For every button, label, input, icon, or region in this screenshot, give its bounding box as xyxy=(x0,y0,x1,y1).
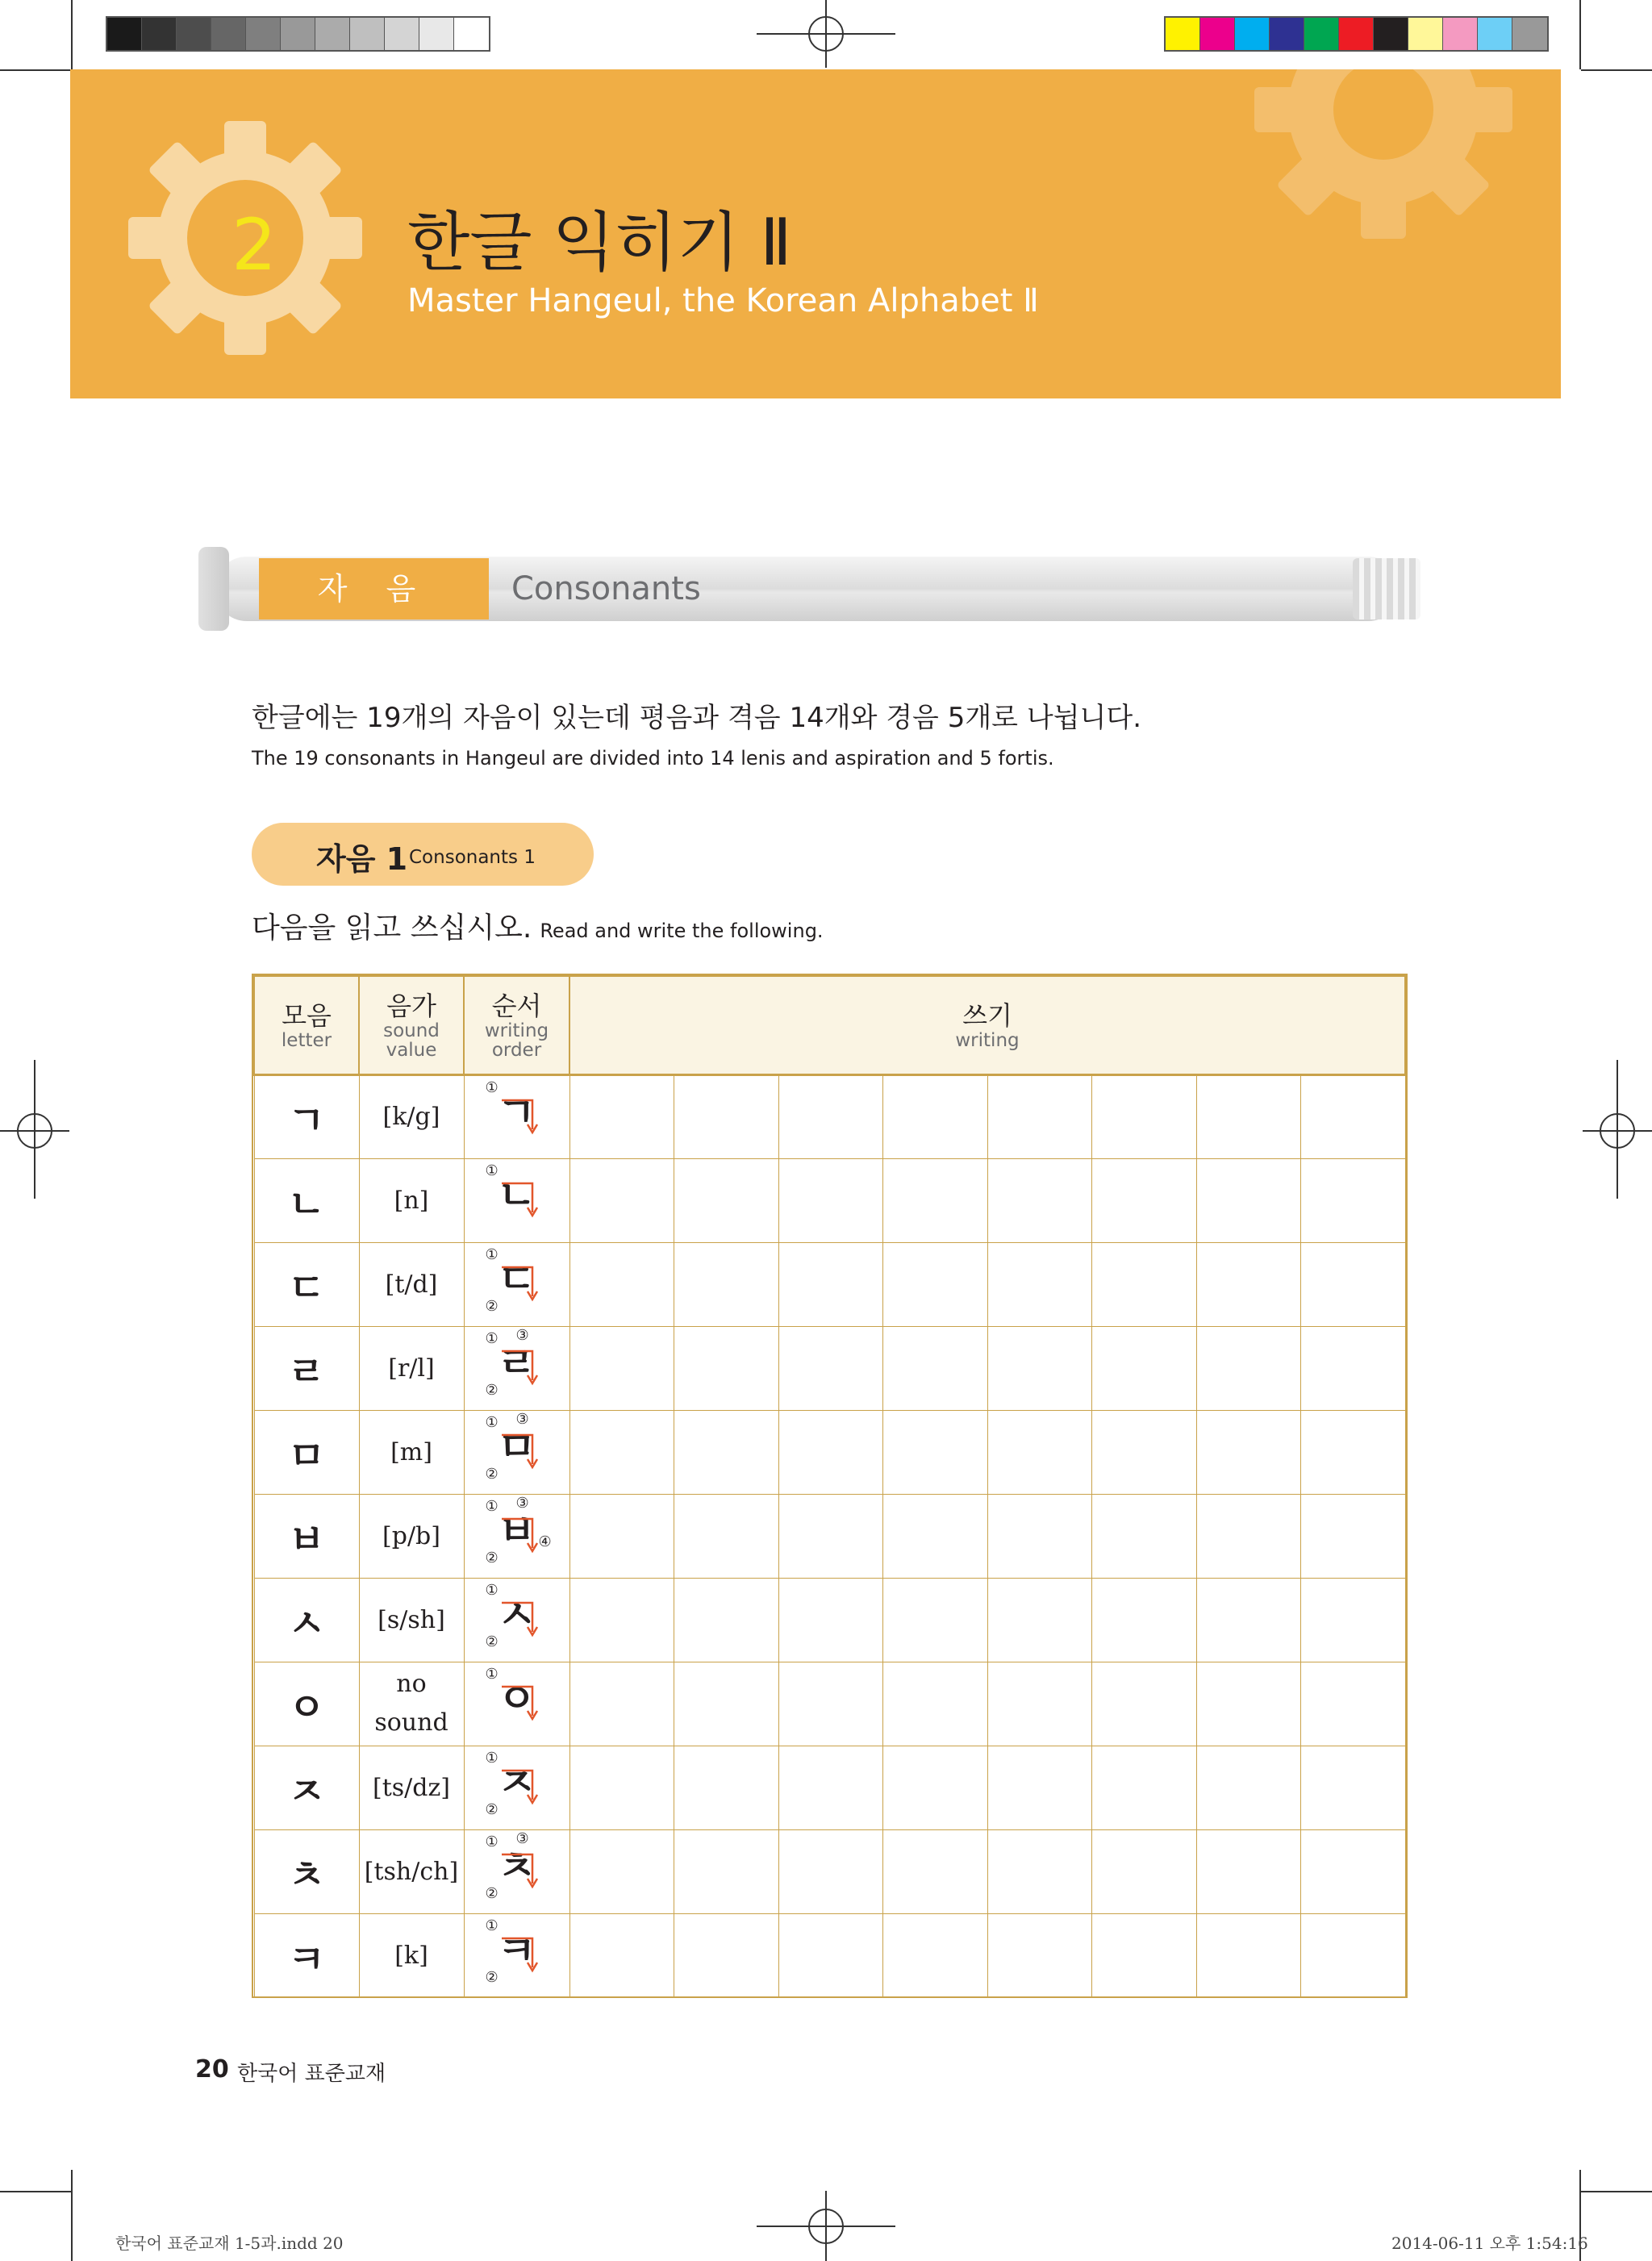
color-swatch xyxy=(1374,18,1408,50)
writing-order xyxy=(464,1578,569,1662)
color-swatch xyxy=(1200,18,1235,50)
consonant-letter: ㅅ xyxy=(254,1578,359,1662)
writing-practice-cell[interactable] xyxy=(569,1326,674,1410)
writing-order xyxy=(464,1494,569,1578)
color-swatch xyxy=(1408,18,1443,50)
writing-practice-cell[interactable] xyxy=(1196,1410,1301,1494)
writing-practice-cell[interactable] xyxy=(569,1829,674,1913)
color-swatch xyxy=(107,18,142,50)
stroke-order-glyph: ㄴ xyxy=(497,1172,536,1219)
writing-practice-cell[interactable] xyxy=(883,1662,988,1746)
stroke-number: ① xyxy=(485,1330,499,1347)
table-header-row xyxy=(254,976,1405,1074)
color-swatch xyxy=(1235,18,1270,50)
stroke-number: ① xyxy=(485,1162,499,1179)
writing-practice-cell[interactable] xyxy=(1196,1829,1301,1913)
color-swatch xyxy=(1339,18,1374,50)
writing-practice-cell[interactable] xyxy=(778,1913,883,1997)
sound-value: [k] xyxy=(359,1913,464,1997)
table-row xyxy=(254,1578,1405,1662)
stroke-order-glyph: ㅈ xyxy=(497,1759,536,1806)
header-letter: 모음 letter xyxy=(254,976,359,1074)
consonant-letter: ㄴ xyxy=(254,1158,359,1242)
writing-order xyxy=(464,1829,569,1913)
subsection-title-korean: 자음 1 xyxy=(316,841,408,877)
header-writing-order: 순서 writing order xyxy=(464,976,569,1074)
sound-value: [n] xyxy=(359,1158,464,1242)
writing-practice-cell[interactable] xyxy=(674,1746,779,1829)
consonant-letter: ㅊ xyxy=(254,1829,359,1913)
writing-practice-cell[interactable] xyxy=(778,1074,883,1158)
writing-practice-cell[interactable] xyxy=(569,1410,674,1494)
consonant-letter: ㅈ xyxy=(254,1746,359,1829)
color-swatch xyxy=(246,18,281,50)
table-row xyxy=(254,1326,1405,1410)
sound-value: [ts/dz] xyxy=(359,1746,464,1829)
writing-practice-cell[interactable] xyxy=(1092,1158,1197,1242)
sound-value: [t/d] xyxy=(359,1242,464,1326)
writing-practice-cell[interactable] xyxy=(674,1410,779,1494)
color-swatch xyxy=(177,18,211,50)
lesson-title-korean: 한글 익히기 Ⅱ xyxy=(407,205,792,280)
color-swatch xyxy=(1270,18,1304,50)
subsection-title-english: Consonants 1 xyxy=(409,847,536,868)
stroke-arrow-icon xyxy=(481,1495,553,1567)
section-label-korean: 자 음 xyxy=(259,558,489,619)
stroke-arrow-icon xyxy=(481,1662,553,1735)
writing-practice-cell[interactable] xyxy=(1301,1662,1406,1746)
writing-practice-cell[interactable] xyxy=(987,1578,1092,1662)
writing-practice-cell[interactable] xyxy=(674,1158,779,1242)
writing-practice-cell[interactable] xyxy=(883,1829,988,1913)
writing-practice-cell[interactable] xyxy=(569,1494,674,1578)
table-row xyxy=(254,1158,1405,1242)
stroke-order-glyph: ㄹ xyxy=(497,1340,536,1387)
writing-practice-cell[interactable] xyxy=(883,1746,988,1829)
writing-practice-cell[interactable] xyxy=(1196,1746,1301,1829)
writing-order xyxy=(464,1662,569,1746)
writing-practice-cell[interactable] xyxy=(1092,1829,1197,1913)
stroke-number: ② xyxy=(485,1969,499,1986)
color-swatch xyxy=(454,18,489,50)
writing-practice-cell[interactable] xyxy=(1092,1074,1197,1158)
writing-practice-cell[interactable] xyxy=(987,1494,1092,1578)
print-slug-date: 2014-06-11 오후 1:54:16 xyxy=(1391,2234,1588,2253)
writing-practice-cell[interactable] xyxy=(987,1410,1092,1494)
writing-practice-cell[interactable] xyxy=(883,1578,988,1662)
table-row xyxy=(254,1746,1405,1829)
writing-practice-cell[interactable] xyxy=(778,1829,883,1913)
writing-practice-cell[interactable] xyxy=(778,1746,883,1829)
process-color-bar xyxy=(1164,16,1549,52)
writing-practice-cell[interactable] xyxy=(883,1158,988,1242)
gear-watermark-icon xyxy=(1254,69,1512,239)
table-row xyxy=(254,1410,1405,1494)
writing-practice-cell[interactable] xyxy=(1092,1242,1197,1326)
stroke-number: ③ xyxy=(515,1830,529,1847)
writing-practice-cell[interactable] xyxy=(778,1410,883,1494)
instruction-korean: 다음을 읽고 쓰십시오. xyxy=(252,911,532,945)
stroke-number: ② xyxy=(485,1633,499,1650)
sound-value: [r/l] xyxy=(359,1326,464,1410)
color-swatch xyxy=(1443,18,1478,50)
sound-value: [s/sh] xyxy=(359,1578,464,1662)
bolt-thread-icon xyxy=(1353,558,1420,619)
stroke-order-glyph: ㅂ xyxy=(497,1508,536,1554)
writing-order xyxy=(464,1158,569,1242)
header-sound-value: 음가 sound value xyxy=(359,976,464,1074)
writing-practice-cell[interactable] xyxy=(674,1913,779,1997)
stroke-order-glyph: ㅊ xyxy=(497,1843,536,1890)
writing-practice-cell[interactable] xyxy=(883,1913,988,1997)
color-swatch xyxy=(315,18,350,50)
color-swatch xyxy=(1166,18,1200,50)
writing-practice-cell[interactable] xyxy=(569,1158,674,1242)
writing-practice-cell[interactable] xyxy=(778,1242,883,1326)
table-row xyxy=(254,1662,1405,1746)
sound-value: [m] xyxy=(359,1410,464,1494)
table-row xyxy=(254,1494,1405,1578)
consonant-practice-table xyxy=(252,974,1408,1998)
sound-value: no sound xyxy=(359,1662,464,1746)
stroke-order-glyph: ㅋ xyxy=(497,1927,536,1974)
stroke-arrow-icon xyxy=(481,1327,553,1400)
intro-korean: 한글에는 19개의 자음이 있는데 평음과 격음 14개와 경음 5개로 나뉩니다. xyxy=(252,702,1142,734)
stroke-number: ② xyxy=(485,1466,499,1483)
writing-practice-cell[interactable] xyxy=(569,1662,674,1746)
writing-practice-cell[interactable] xyxy=(1301,1578,1406,1662)
writing-practice-cell[interactable] xyxy=(1196,1158,1301,1242)
writing-practice-cell[interactable] xyxy=(674,1326,779,1410)
instruction xyxy=(252,905,824,946)
writing-practice-cell[interactable] xyxy=(1196,1326,1301,1410)
consonant-letter: ㄱ xyxy=(254,1074,359,1158)
writing-practice-cell[interactable] xyxy=(674,1578,779,1662)
sound-value: [tsh/ch] xyxy=(359,1829,464,1913)
stroke-number: ② xyxy=(485,1382,499,1399)
stroke-number: ④ xyxy=(538,1533,552,1550)
consonant-letter: ㅁ xyxy=(254,1410,359,1494)
stroke-number: ③ xyxy=(515,1327,529,1344)
stroke-number: ② xyxy=(485,1550,499,1566)
book-title: 한국어 표준교재 xyxy=(237,2062,386,2086)
writing-practice-cell[interactable] xyxy=(674,1662,779,1746)
table-row xyxy=(254,1829,1405,1913)
stroke-order-glyph: ㅅ xyxy=(497,1591,536,1638)
consonant-letter: ㅂ xyxy=(254,1494,359,1578)
writing-practice-cell[interactable] xyxy=(674,1074,779,1158)
stroke-arrow-icon xyxy=(481,1411,553,1483)
header-writing: 쓰기 writing xyxy=(569,976,1405,1074)
stroke-number: ② xyxy=(485,1801,499,1818)
color-swatch xyxy=(1512,18,1547,50)
writing-practice-cell[interactable] xyxy=(569,1074,674,1158)
consonant-letter: ㅇ xyxy=(254,1662,359,1746)
writing-practice-cell[interactable] xyxy=(987,1746,1092,1829)
writing-practice-cell[interactable] xyxy=(987,1326,1092,1410)
writing-practice-cell[interactable] xyxy=(778,1578,883,1662)
writing-order xyxy=(464,1913,569,1997)
writing-practice-cell[interactable] xyxy=(778,1662,883,1746)
writing-practice-cell[interactable] xyxy=(569,1242,674,1326)
writing-practice-cell[interactable] xyxy=(1196,1662,1301,1746)
writing-order xyxy=(464,1410,569,1494)
writing-practice-cell[interactable] xyxy=(987,1158,1092,1242)
writing-practice-cell[interactable] xyxy=(1092,1662,1197,1746)
writing-practice-cell[interactable] xyxy=(1301,1913,1406,1997)
writing-practice-cell[interactable] xyxy=(1092,1746,1197,1829)
color-swatch xyxy=(211,18,246,50)
writing-practice-cell[interactable] xyxy=(1196,1494,1301,1578)
stroke-order-glyph: ㄱ xyxy=(497,1088,536,1136)
stroke-arrow-icon xyxy=(481,1746,553,1819)
writing-order xyxy=(464,1746,569,1829)
writing-practice-cell[interactable] xyxy=(674,1494,779,1578)
writing-practice-cell[interactable] xyxy=(1301,1410,1406,1494)
lesson-number: 2 xyxy=(232,203,277,286)
stroke-number: ③ xyxy=(515,1411,529,1428)
writing-practice-cell[interactable] xyxy=(1301,1326,1406,1410)
writing-practice-cell[interactable] xyxy=(987,1662,1092,1746)
writing-practice-cell[interactable] xyxy=(569,1746,674,1829)
consonant-letter: ㄷ xyxy=(254,1242,359,1326)
writing-practice-cell[interactable] xyxy=(569,1578,674,1662)
writing-practice-cell[interactable] xyxy=(987,1829,1092,1913)
stroke-number: ① xyxy=(485,1498,499,1515)
writing-practice-cell[interactable] xyxy=(883,1242,988,1326)
stroke-number: ① xyxy=(485,1666,499,1683)
writing-practice-cell[interactable] xyxy=(1092,1913,1197,1997)
print-slug-file: 한국어 표준교재 1-5과.indd 20 xyxy=(115,2234,344,2253)
writing-practice-cell[interactable] xyxy=(883,1326,988,1410)
stroke-order-glyph: ㄷ xyxy=(497,1256,536,1303)
writing-practice-cell[interactable] xyxy=(987,1913,1092,1997)
writing-practice-cell[interactable] xyxy=(778,1158,883,1242)
writing-practice-cell[interactable] xyxy=(674,1242,779,1326)
color-swatch xyxy=(1304,18,1339,50)
writing-practice-cell[interactable] xyxy=(1301,1746,1406,1829)
bolt-head-icon xyxy=(198,547,229,631)
color-swatch xyxy=(385,18,419,50)
writing-order xyxy=(464,1242,569,1326)
writing-practice-cell[interactable] xyxy=(987,1074,1092,1158)
writing-practice-cell[interactable] xyxy=(987,1242,1092,1326)
stroke-number: ① xyxy=(485,1246,499,1263)
color-swatch xyxy=(350,18,385,50)
stroke-number: ① xyxy=(485,1414,499,1431)
color-swatch xyxy=(419,18,454,50)
writing-practice-cell[interactable] xyxy=(1092,1326,1197,1410)
writing-practice-cell[interactable] xyxy=(1196,1578,1301,1662)
intro-english: The 19 consonants in Hangeul are divided into 14 lenis and aspiration and 5 fortis. xyxy=(252,747,1054,770)
writing-practice-cell[interactable] xyxy=(674,1829,779,1913)
stroke-arrow-icon xyxy=(481,1914,553,1987)
stroke-arrow-icon xyxy=(481,1579,553,1651)
writing-practice-cell[interactable] xyxy=(569,1913,674,1997)
sound-value: [k/g] xyxy=(359,1074,464,1158)
stroke-number: ② xyxy=(485,1298,499,1315)
consonant-letter: ㄹ xyxy=(254,1326,359,1410)
writing-order xyxy=(464,1074,569,1158)
writing-practice-cell[interactable] xyxy=(883,1074,988,1158)
stroke-order-glyph: ㅁ xyxy=(497,1424,536,1470)
writing-practice-cell[interactable] xyxy=(1092,1410,1197,1494)
stroke-order-glyph: ㅇ xyxy=(497,1675,536,1722)
writing-practice-cell[interactable] xyxy=(883,1494,988,1578)
lesson-title-english: Master Hangeul, the Korean Alphabet Ⅱ xyxy=(407,282,1039,319)
writing-practice-cell[interactable] xyxy=(1196,1074,1301,1158)
stroke-number: ③ xyxy=(515,1495,529,1512)
table-row xyxy=(254,1242,1405,1326)
writing-practice-cell[interactable] xyxy=(1301,1158,1406,1242)
stroke-arrow-icon xyxy=(481,1830,553,1903)
stroke-number: ② xyxy=(485,1885,499,1902)
writing-practice-cell[interactable] xyxy=(1301,1074,1406,1158)
section-label-english: Consonants xyxy=(511,570,701,607)
writing-practice-cell[interactable] xyxy=(1092,1494,1197,1578)
stroke-arrow-icon xyxy=(481,1243,553,1316)
writing-practice-cell[interactable] xyxy=(883,1410,988,1494)
instruction-english: Read and write the following. xyxy=(540,920,824,942)
writing-order xyxy=(464,1326,569,1410)
writing-practice-cell[interactable] xyxy=(778,1326,883,1410)
color-swatch xyxy=(1478,18,1512,50)
stroke-number: ① xyxy=(485,1917,499,1934)
table-row xyxy=(254,1074,1405,1158)
subsection-pill xyxy=(252,823,594,886)
stroke-number: ① xyxy=(485,1582,499,1599)
sound-value: [p/b] xyxy=(359,1494,464,1578)
writing-practice-cell[interactable] xyxy=(1301,1494,1406,1578)
writing-practice-cell[interactable] xyxy=(1196,1913,1301,1997)
stroke-arrow-icon xyxy=(481,1076,553,1149)
writing-practice-cell[interactable] xyxy=(1301,1242,1406,1326)
stroke-number: ① xyxy=(485,1833,499,1850)
color-swatch xyxy=(142,18,177,50)
page-number: 20 xyxy=(195,2055,229,2084)
color-swatch xyxy=(281,18,315,50)
section-header-bar xyxy=(198,547,1420,631)
writing-practice-cell[interactable] xyxy=(1196,1242,1301,1326)
consonant-letter: ㅋ xyxy=(254,1913,359,1997)
table-row xyxy=(254,1913,1405,1997)
stroke-number: ① xyxy=(485,1750,499,1767)
stroke-arrow-icon xyxy=(481,1159,553,1232)
writing-practice-cell[interactable] xyxy=(1301,1829,1406,1913)
writing-practice-cell[interactable] xyxy=(778,1494,883,1578)
stroke-number: ① xyxy=(485,1078,499,1096)
gray-color-bar xyxy=(106,16,490,52)
writing-practice-cell[interactable] xyxy=(1092,1578,1197,1662)
